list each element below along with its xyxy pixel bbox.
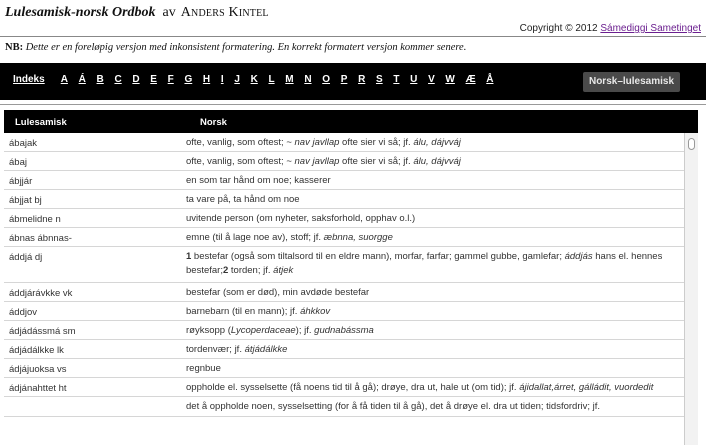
table-row[interactable] (4, 302, 684, 321)
norwegian-translation: ta vare på, ta hånd om noe (186, 194, 300, 205)
lulesamisk-term: ábjjár (9, 176, 33, 187)
letter-link[interactable]: L (268, 74, 275, 85)
letter-link[interactable]: E (150, 74, 157, 85)
table-row[interactable] (4, 321, 684, 340)
author-name: Anders Kintel (180, 5, 269, 20)
copyright-text: Copyright © 2012 (519, 23, 598, 34)
norwegian-translation: en som tar hånd om noe; kasserer (186, 175, 331, 186)
table-row[interactable] (4, 247, 684, 283)
norwegian-translation: 1 bestefar (også som tiltalsord til en eldre mann), morfar, farfar; gammel gubbe, gamlefar; áddjás hans el. hennes bestefar;2 torden; jf. átjek (186, 251, 663, 276)
norwegian-translation: det å oppholde noen, sysselsetting (for å få tiden til å gå), det å drøye el. dra ut tiden; tidsfordriv; jf. (186, 401, 601, 412)
column-header-lulesamisk: Lulesamisk (15, 117, 67, 128)
notice (5, 42, 466, 53)
alphabet-navbar (0, 63, 706, 100)
norwegian-translation: oppholde el. sysselsette (få noens tid til å gå); drøye, dra ut, hale ut (om tid); jf. ájidallat,árret, gálládit, vuordedit (186, 382, 654, 393)
letter-link[interactable]: J (234, 74, 240, 85)
page-header (0, 0, 706, 36)
lulesamisk-term: áddjá dj (9, 252, 43, 263)
letter-link[interactable]: K (250, 74, 258, 85)
letter-link[interactable]: G (184, 74, 193, 85)
letter-link[interactable]: A (60, 74, 68, 85)
norwegian-translation: emne (til å lage noe av), stoff; jf. æbnna, suorgge (186, 232, 393, 243)
letter-link[interactable]: U (410, 74, 418, 85)
lulesamisk-term: ábaj (9, 157, 27, 168)
table-row[interactable] (4, 171, 684, 190)
lulesamisk-term: ádjánahttet ht (9, 383, 67, 394)
letter-link[interactable]: H (202, 74, 211, 85)
table-row[interactable] (4, 152, 684, 171)
table-row[interactable] (4, 397, 684, 417)
norwegian-translation: ofte, vanlig, som oftest; ~ nav javllap ofte sier vi så; jf. álu, dájvváj (186, 137, 461, 148)
column-header-norsk: Norsk (200, 117, 227, 128)
letter-link[interactable]: R (358, 74, 366, 85)
letter-link[interactable]: D (132, 74, 140, 85)
letter-link[interactable]: T (393, 74, 400, 85)
lulesamisk-term: ábmelidne n (9, 214, 61, 225)
letter-link[interactable]: N (304, 74, 312, 85)
letter-link[interactable]: Á (78, 74, 86, 85)
letter-link[interactable]: S (375, 74, 383, 85)
letter-link[interactable]: M (285, 74, 294, 85)
lulesamisk-term: ábjjat bj (9, 195, 42, 206)
index-link[interactable]: Indeks (13, 74, 45, 85)
letter-link[interactable]: O (322, 74, 331, 85)
lulesamisk-term: ádjádálkke lk (9, 345, 64, 356)
notice-label: NB: (5, 42, 24, 53)
page-title (5, 5, 269, 21)
dictionary-table (4, 110, 698, 445)
direction-toggle-button[interactable]: Norsk–lulesamisk (583, 72, 680, 92)
table-body (4, 133, 684, 445)
table-row[interactable] (4, 378, 684, 397)
divider (0, 104, 706, 105)
letter-link[interactable]: P (340, 74, 348, 85)
dictionary-title: Lulesamisk-norsk Ordbok (5, 5, 156, 20)
table-row[interactable] (4, 133, 684, 152)
norwegian-translation: uvitende person (om nyheter, saksforhold, opphav o.l.) (186, 213, 416, 224)
table-row[interactable] (4, 283, 684, 302)
letter-link[interactable]: Æ (465, 74, 476, 85)
table-row[interactable] (4, 228, 684, 247)
letter-link[interactable]: Å (486, 74, 494, 85)
letter-link[interactable]: V (428, 74, 435, 85)
table-row[interactable] (4, 359, 684, 378)
copyright (520, 23, 701, 34)
norwegian-translation: tordenvær; jf. átjádálkke (186, 344, 288, 355)
letter-link[interactable]: F (167, 74, 174, 85)
table-header (4, 110, 698, 133)
letter-link[interactable]: W (445, 74, 455, 85)
lulesamisk-term: áddjov (9, 307, 37, 318)
table-row[interactable] (4, 340, 684, 359)
norwegian-translation: bestefar (som er død), min avdøde bestefar (186, 287, 370, 298)
table-row[interactable] (4, 209, 684, 228)
copyright-link[interactable]: Sámediggi Sametinget (600, 23, 701, 34)
norwegian-translation: regnbue (186, 363, 221, 374)
letter-link[interactable]: I (220, 74, 224, 85)
lulesamisk-term: ádjájuoksa vs (9, 364, 67, 375)
title-by: av (162, 5, 176, 20)
letter-link[interactable]: B (96, 74, 104, 85)
norwegian-translation: røyksopp (Lycoperdaceae); jf. gudnabássma (186, 325, 374, 336)
table-row[interactable] (4, 190, 684, 209)
lulesamisk-term: ábnas ábnnas- (9, 233, 72, 244)
divider (0, 36, 706, 37)
scrollbar-thumb[interactable] (688, 138, 695, 150)
scrollbar[interactable] (684, 133, 698, 445)
norwegian-translation: ofte, vanlig, som oftest; ~ nav javllap ofte sier vi så; jf. álu, dájvváj (186, 156, 461, 167)
lulesamisk-term: áddjárávkke vk (9, 288, 73, 299)
lulesamisk-term: ádjádássmá sm (9, 326, 76, 337)
letter-index (13, 74, 504, 85)
norwegian-translation: barnebarn (til en mann); jf. áhkkov (186, 306, 331, 317)
notice-text: Dette er en foreløpig versjon med inkonsistent formatering. En korrekt formatert versjon kommer senere. (25, 42, 467, 53)
letter-link[interactable]: C (114, 74, 122, 85)
lulesamisk-term: ábajak (9, 138, 37, 149)
